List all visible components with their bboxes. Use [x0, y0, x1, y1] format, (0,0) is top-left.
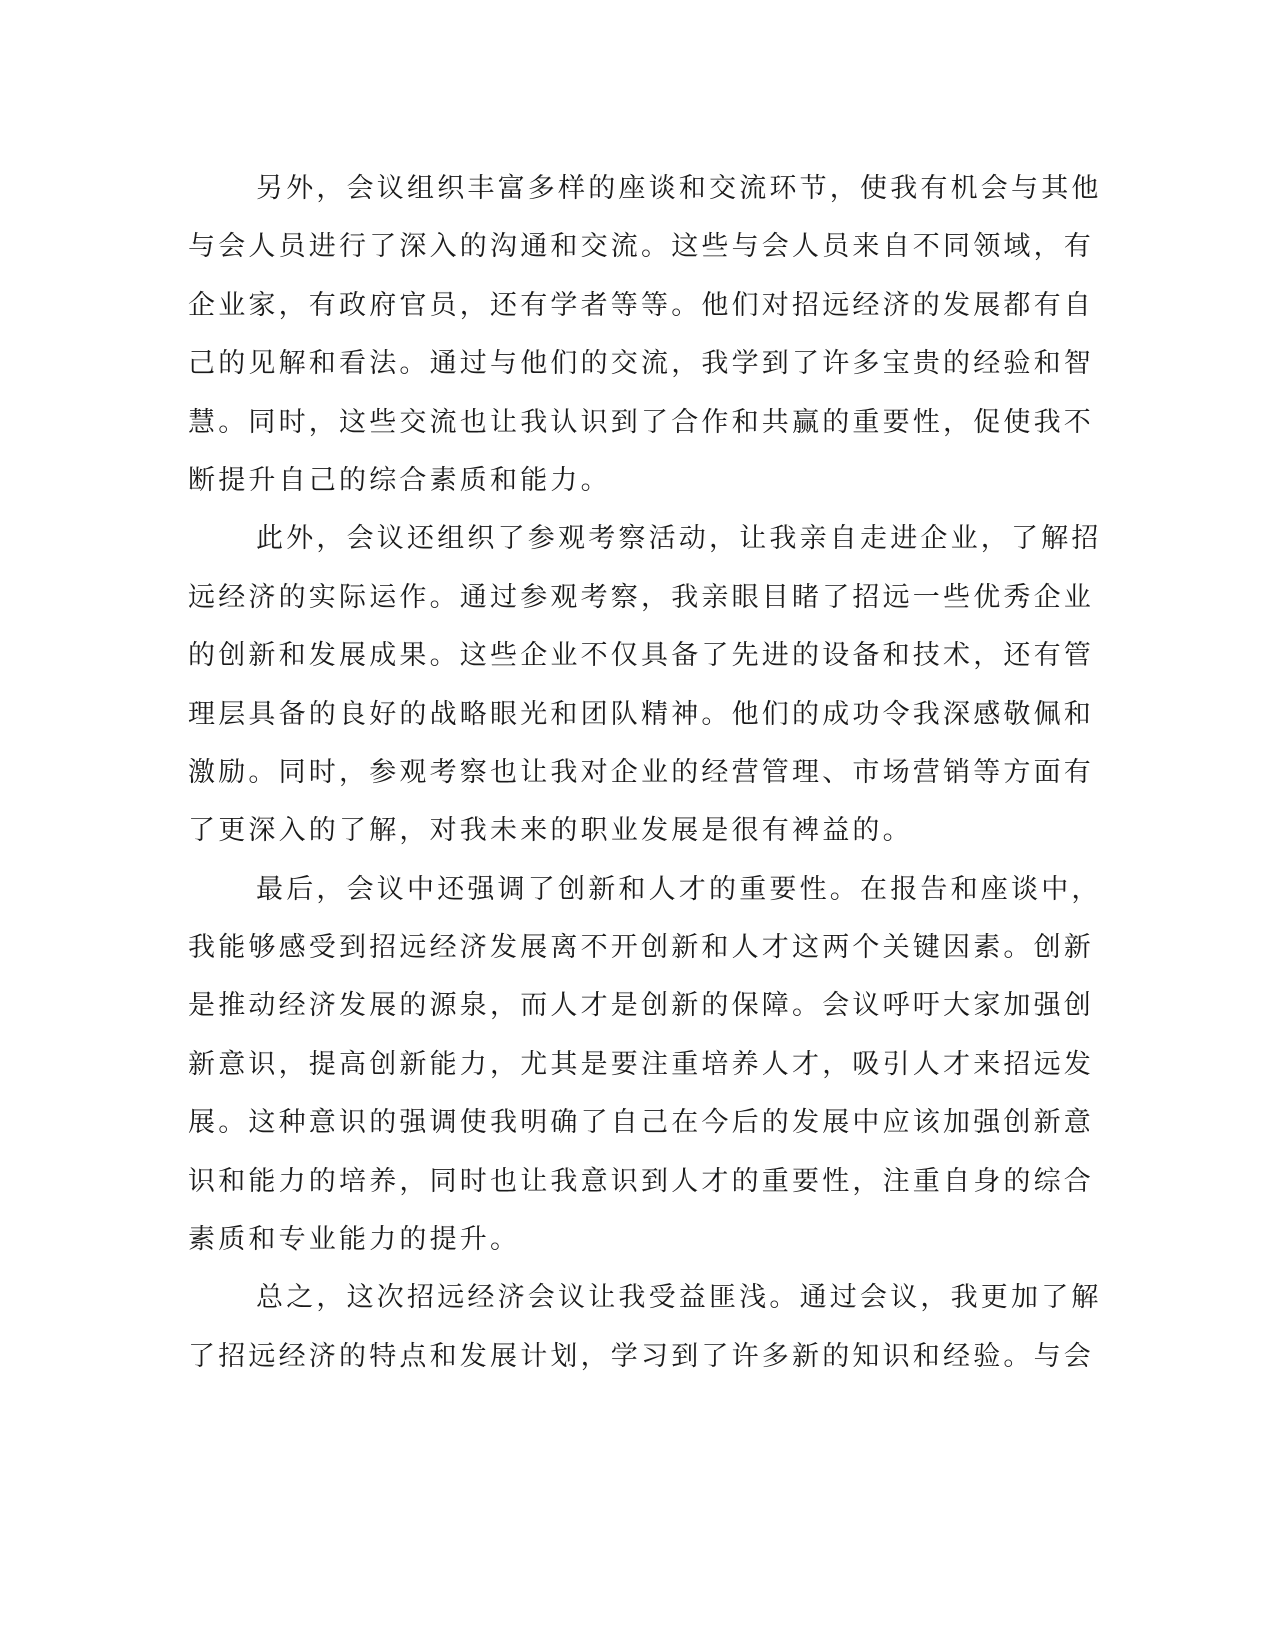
text-line: 激励。同时，参观考察也让我对企业的经营管理、市场营销等方面有: [188, 756, 1094, 788]
text-line: 素质和专业能力的提升。: [188, 1224, 521, 1256]
text-line: 与会人员进行了深入的沟通和交流。这些与会人员来自不同领域，有: [188, 231, 1094, 263]
paragraph-4: [188, 1269, 1102, 1386]
text-line: 识和能力的培养，同时也让我意识到人才的重要性，注重自身的综合: [188, 1165, 1094, 1197]
text-line: 新意识，提高创新能力，尤其是要注重培养人才，吸引人才来招远发: [188, 1048, 1094, 1080]
text-line: 了招远经济的特点和发展计划，学习到了许多新的知识和经验。与会: [188, 1340, 1094, 1372]
text-line: 最后，会议中还强调了创新和人才的重要性。在报告和座谈中，: [256, 873, 1102, 905]
text-line: 展。这种意识的强调使我明确了自己在今后的发展中应该加强创新意: [188, 1107, 1094, 1139]
text-line: 企业家，有政府官员，还有学者等等。他们对招远经济的发展都有自: [188, 289, 1094, 321]
paragraph-3: [188, 861, 1102, 1270]
text-line: 远经济的实际运作。通过参观考察，我亲眼目睹了招远一些优秀企业: [188, 581, 1094, 613]
text-line: 慧。同时，这些交流也让我认识到了合作和共赢的重要性，促使我不: [188, 406, 1094, 438]
document-body: [188, 160, 1102, 1386]
text-line: 断提升自己的综合素质和能力。: [188, 464, 611, 496]
paragraph-2: [188, 510, 1102, 860]
text-line: 的创新和发展成果。这些企业不仅具备了先进的设备和技术，还有管: [188, 640, 1094, 672]
text-line: 了更深入的了解，对我未来的职业发展是很有裨益的。: [188, 815, 913, 847]
text-line: 此外，会议还组织了参观考察活动，让我亲自走进企业，了解招: [256, 523, 1102, 555]
text-line: 己的见解和看法。通过与他们的交流，我学到了许多宝贵的经验和智: [188, 348, 1094, 380]
paragraph-1: [188, 160, 1102, 510]
text-line: 另外，会议组织丰富多样的座谈和交流环节，使我有机会与其他: [256, 173, 1102, 204]
text-line: 我能够感受到招远经济发展离不开创新和人才这两个关键因素。创新: [188, 932, 1094, 964]
text-line: 理层具备的良好的战略眼光和团队精神。他们的成功令我深感敬佩和: [188, 698, 1094, 730]
text-line: 总之，这次招远经济会议让我受益匪浅。通过会议，我更加了解: [256, 1282, 1102, 1314]
text-line: 是推动经济发展的源泉，而人才是创新的保障。会议呼吁大家加强创: [188, 990, 1094, 1022]
